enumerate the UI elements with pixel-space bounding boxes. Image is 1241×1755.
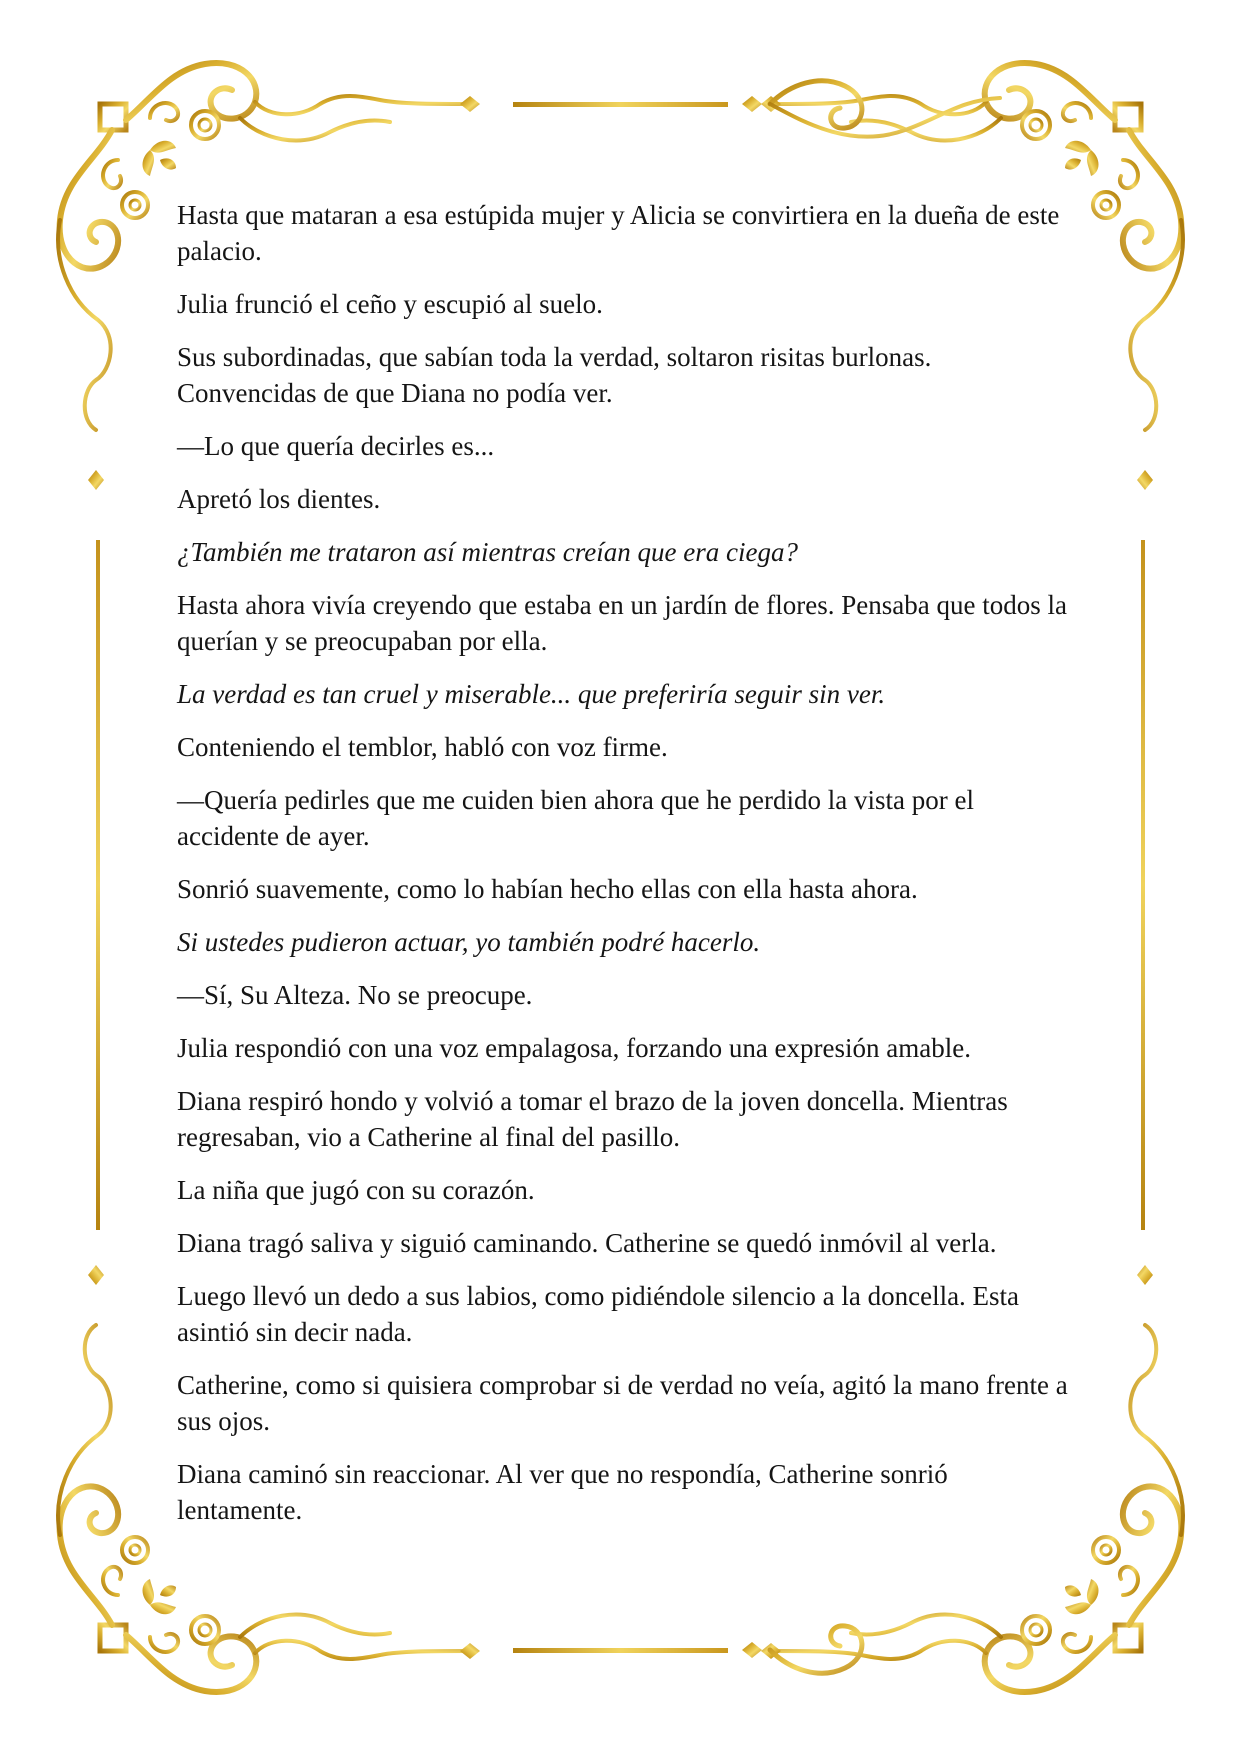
paragraph: Diana tragó saliva y siguió caminando. Catherine se quedó inmóvil al verla. <box>177 1228 997 1258</box>
paragraph: Conteniendo el temblor, habló con voz firme. <box>177 732 668 762</box>
right-border-line <box>1141 540 1145 1230</box>
paragraph: Luego llevó un dedo a sus labios, como pidiéndole silencio a la doncella. Esta asintió sin decir nada. <box>177 1281 1020 1347</box>
paragraph: Catherine, como si quisiera comprobar si de verdad no veía, agitó la mano frente a sus ojos. <box>177 1370 1068 1436</box>
paragraph: Sonrió suavemente, como lo habían hecho ellas con ella hasta ahora. <box>177 874 918 904</box>
paragraph: Julia respondió con una voz empalagosa, forzando una expresión amable. <box>177 1033 971 1063</box>
paragraph: La niña que jugó con su corazón. <box>177 1175 535 1205</box>
paragraph: —Sí, Su Alteza. No se preocupe. <box>177 980 533 1010</box>
italic-thought: Si ustedes pudieron actuar, yo también podré hacerlo. <box>177 927 761 957</box>
italic-thought: ¿También me trataron así mientras creían que era ciega? <box>177 537 798 567</box>
paragraph: Apretó los dientes. <box>177 484 381 514</box>
left-border-line <box>96 540 100 1230</box>
story-text <box>177 197 1077 1545</box>
paragraph: Diana respiró hondo y volvió a tomar el brazo de la joven doncella. Mientras regresaban, vio a Catherine al final del pasillo. <box>177 1086 1008 1152</box>
paragraph: Sus subordinadas, que sabían toda la verdad, soltaron risitas burlonas. Convencidas de que Diana no podía ver. <box>177 342 932 408</box>
italic-thought: La verdad es tan cruel y miserable... que preferiría seguir sin ver. <box>177 679 886 709</box>
paragraph: Hasta que mataran a esa estúpida mujer y Alicia se convirtiera en la dueña de este palacio. <box>177 200 1060 266</box>
paragraph: Hasta ahora vivía creyendo que estaba en un jardín de flores. Pensaba que todos la querían y se preocupaban por ella. <box>177 590 1067 656</box>
paragraph: —Quería pedirles que me cuiden bien ahora que he perdido la vista por el accidente de ayer. <box>177 785 974 851</box>
paragraph: Julia frunció el ceño y escupió al suelo. <box>177 289 603 319</box>
paragraph: Diana caminó sin reaccionar. Al ver que no respondía, Catherine sonrió lentamente. <box>177 1459 948 1525</box>
paragraph: —Lo que quería decirles es... <box>177 431 495 461</box>
